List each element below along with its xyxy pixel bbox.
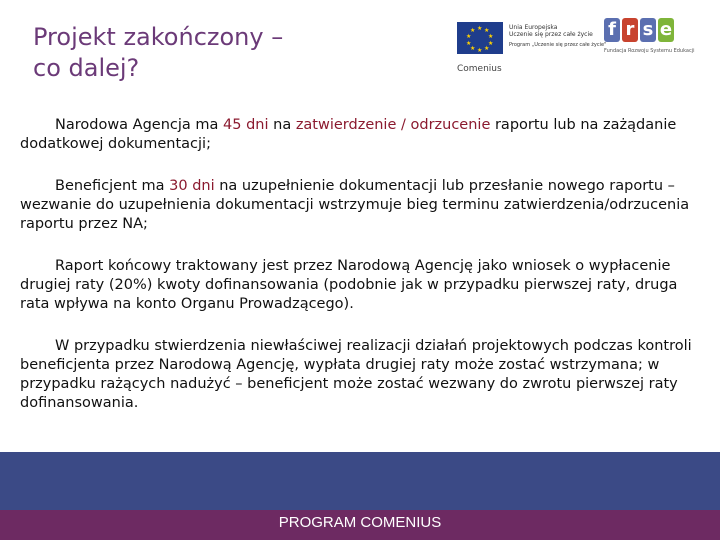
- body-paragraph: [20, 257, 700, 314]
- eu-text: [509, 24, 593, 38]
- body-paragraph: [20, 116, 700, 154]
- frse-letter-r: r: [622, 18, 638, 42]
- footer-label: PROGRAM COMENIUS: [278, 514, 442, 531]
- paragraph-text: na uzupełnienie dokumentacji lub przesłanie nowego raportu – wezwanie do uzupełnienia dokumentacji wstrzymuje bieg terminu zatwierdzenia/odrzucenia raportu przez NA;: [20, 178, 690, 232]
- highlighted-text: 30 dni: [169, 178, 215, 194]
- eu-comenius-logo: [457, 20, 607, 76]
- paragraph-text: na: [268, 117, 296, 133]
- slide-title: [33, 22, 283, 84]
- eu-text-line-1: Unia Europejska: [509, 24, 558, 31]
- eu-flag-icon: ★ ★ ★ ★ ★ ★ ★ ★ ★ ★: [457, 22, 503, 54]
- paragraph-text: W przypadku stwierdzenia niewłaściwej realizacji działań projektowych podczas kontroli beneficjenta przez Narodową Agencję, wypłata drugiej raty może zostać wstrzymana; w przypadku rażących nadużyć – beneficjent może zostać wezwany do zwrotu pierwszej raty dofinansowania.: [20, 338, 692, 411]
- frse-letter-s: s: [640, 18, 656, 42]
- title-line-2: co dalej?: [33, 54, 140, 82]
- frse-caption: Fundacja Rozwoju Systemu Edukacji: [604, 48, 695, 54]
- frse-letter-e: e: [659, 19, 673, 40]
- comenius-logo-text: Comenius: [457, 64, 502, 74]
- title-line-1: Projekt zakończony –: [33, 23, 284, 51]
- paragraph-text: raportu lub na zażądanie dodatkowej dokumentacji;: [20, 117, 677, 152]
- paragraph-text: Beneficjent ma: [55, 178, 170, 194]
- eu-text-line-2: Uczenie się przez całe życie: [509, 31, 593, 38]
- footer-band: [0, 452, 720, 510]
- frse-letter-f: f: [604, 18, 620, 42]
- slide-body: [20, 116, 700, 436]
- highlighted-text: zatwierdzenie / odrzucenie: [295, 117, 491, 133]
- body-paragraph: [20, 177, 700, 234]
- frse-logo: [604, 18, 695, 62]
- paragraph-text: Raport końcowy traktowany jest przez Narodową Agencję jako wniosek o wypłacenie drugiej raty (20%) kwoty dofinansowania (podobnie jak w przypadku pierwszej raty, druga rata wpływa na konto Organu Prowadzącego).: [20, 258, 678, 312]
- body-paragraph: [20, 337, 700, 413]
- highlighted-text: 45 dni: [223, 117, 269, 133]
- eu-program-text: Program „Uczenie się przez całe życie": [509, 42, 607, 48]
- paragraph-text: Narodowa Agencja ma: [55, 117, 224, 133]
